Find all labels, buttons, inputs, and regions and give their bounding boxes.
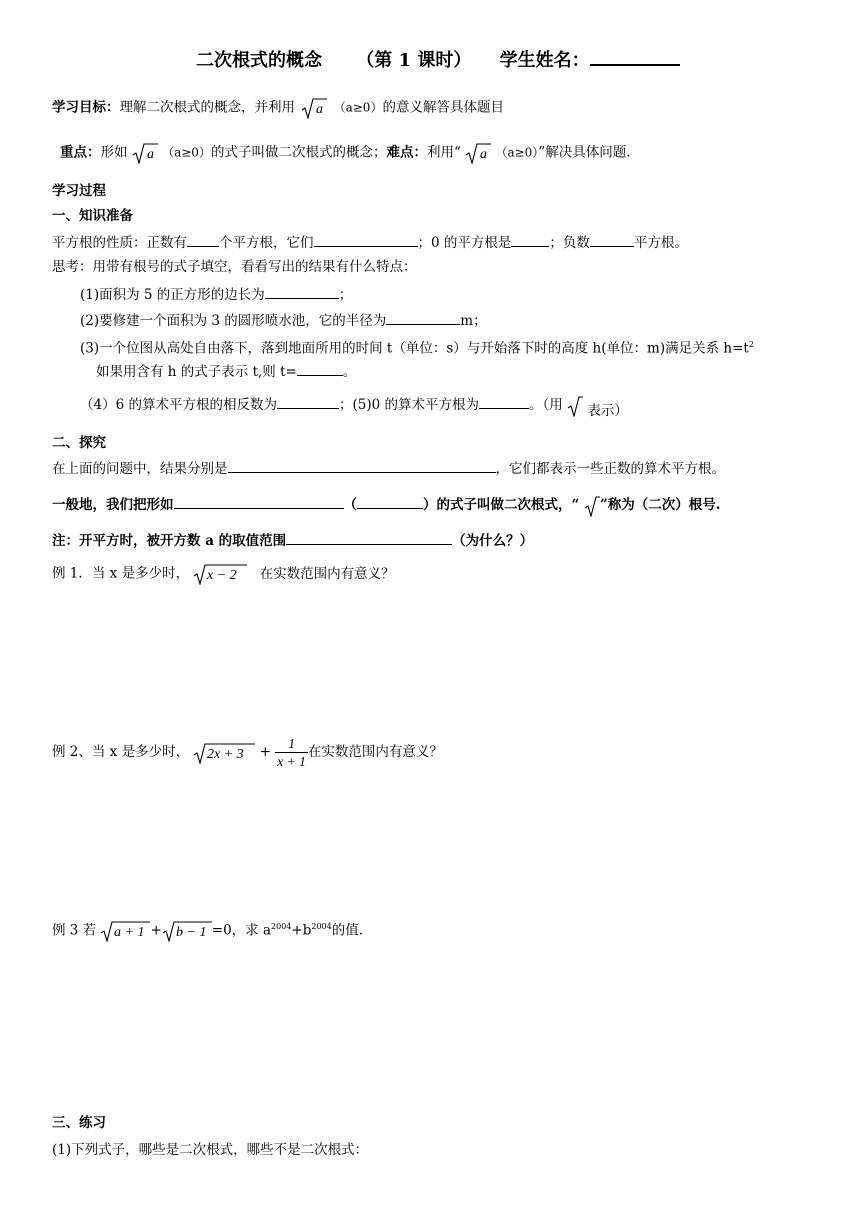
radical-sign-icon — [567, 395, 583, 417]
fraction-1-over-x-plus-1: $\frac{1}{x + 1}$ — [277, 736, 306, 769]
section2-heading: 二、探究 — [52, 435, 106, 451]
example-2: 例 2、当 x 是多少时， 2x + 3 + $\frac{1}{x + 1}$ 在实数范围内有意义？ — [52, 736, 443, 769]
answer-blank[interactable] — [265, 284, 339, 299]
svg-text:2x + 3: 2x + 3 — [207, 746, 245, 762]
question-2: (2)要修建一个面积为 3 的圆形喷水池，它的半径为 m； — [80, 310, 487, 330]
process-heading: 学习过程 — [52, 183, 106, 199]
key-points: 重点：形如 a （a≥0）的式子叫做二次根式的概念；难点：利用“ a （a≥0）”解决具体问题. — [60, 142, 631, 164]
question-3-cont: 如果用含有 h 的式子表示 t,则 t= 。 — [96, 361, 356, 381]
section3-heading: 三、练习 — [52, 1115, 106, 1131]
think-prompt: 思考：用带有根号的式子填空，看看写出的结果有什么特点： — [52, 259, 417, 275]
sqrt-b-minus-1 — [162, 920, 212, 942]
answer-blank[interactable] — [386, 310, 460, 325]
answer-blank[interactable] — [297, 361, 343, 376]
square-root-properties: 平方根的性质：正数有 个平方根，它们 ；0 的平方根是 ；负数 平方根。 — [52, 232, 688, 252]
answer-blank[interactable] — [187, 232, 219, 247]
explore-results: 在上面的问题中，结果分别是 ，它们都表示一些正数的算术平方根。 — [52, 458, 725, 478]
example-3: 例 3 若 a + 1 + b − 1 =0，求 $a^{2004}+b^{2004}$的值. — [52, 922, 364, 940]
svg-text:a: a — [146, 147, 154, 162]
title-lesson: （第 1 课时） — [356, 50, 472, 71]
answer-blank[interactable] — [286, 530, 452, 545]
learning-objective: 学习目标：理解二次根式的概念，并利用 a （a≥0）的意义解答具体题目 — [52, 97, 504, 119]
answer-blank[interactable] — [228, 458, 496, 473]
sqrt-a-formula — [132, 142, 158, 164]
example-1: 例 1．当 x 是多少时， x − 2 在实数范围内有意义？ — [52, 563, 395, 585]
answer-blank[interactable] — [277, 394, 339, 409]
answer-blank[interactable] — [590, 232, 634, 247]
practice-question-1: (1)下列式子，哪些是二次根式，哪些不是二次根式： — [52, 1142, 369, 1158]
sqrt-x-minus-2 — [193, 563, 247, 585]
question-1: (1)面积为 5 的正方形的边长为 ； — [80, 284, 352, 304]
answer-blank[interactable] — [314, 232, 418, 247]
answer-blank[interactable] — [479, 394, 529, 409]
question-3: (3)一个位图从高处自由落下，落到地面所用的时间 t（单位：s）与开始落下时的高度 h(单位：m)满足关系 $h=t^2$ — [80, 340, 754, 357]
sqrt-a-plus-1 — [100, 920, 150, 942]
sqrt-a-formula — [301, 97, 327, 119]
sqrt-a-svg — [301, 97, 327, 119]
answer-blank[interactable] — [357, 494, 423, 509]
difficulty-label: 难点： — [386, 144, 427, 161]
note: 注：开平方时，被开方数 a 的取值范围 （为什么？） — [52, 530, 533, 550]
svg-text:b − 1: b − 1 — [175, 925, 207, 940]
page-title — [196, 50, 680, 70]
answer-blank[interactable] — [511, 232, 549, 247]
sqrt-2x-plus-3 — [193, 741, 255, 764]
student-name-field[interactable] — [590, 50, 680, 66]
svg-text:x − 2: x − 2 — [207, 568, 238, 583]
section1-heading: 一、知识准备 — [52, 208, 133, 224]
svg-text:a: a — [480, 147, 488, 162]
sqrt-a-formula — [465, 142, 491, 164]
answer-blank[interactable] — [174, 494, 344, 509]
key-label: 重点： — [60, 144, 101, 161]
objective-label: 学习目标： — [52, 99, 120, 116]
student-name-label: 学生姓名： — [499, 50, 590, 71]
svg-text:a + 1: a + 1 — [114, 925, 145, 940]
title-main: 二次根式的概念 — [196, 50, 322, 71]
radical-sign-icon — [584, 495, 600, 517]
question-4-5: （4）6 的算术平方根的相反数为 ；(5)0 的算术平方根为 。（用 表示） — [80, 394, 628, 417]
definition: 一般地，我们把形如 （ ）的式子叫做二次根式，“ ”称为（二次）根号. — [52, 494, 720, 517]
radicand-a: a — [316, 102, 324, 117]
